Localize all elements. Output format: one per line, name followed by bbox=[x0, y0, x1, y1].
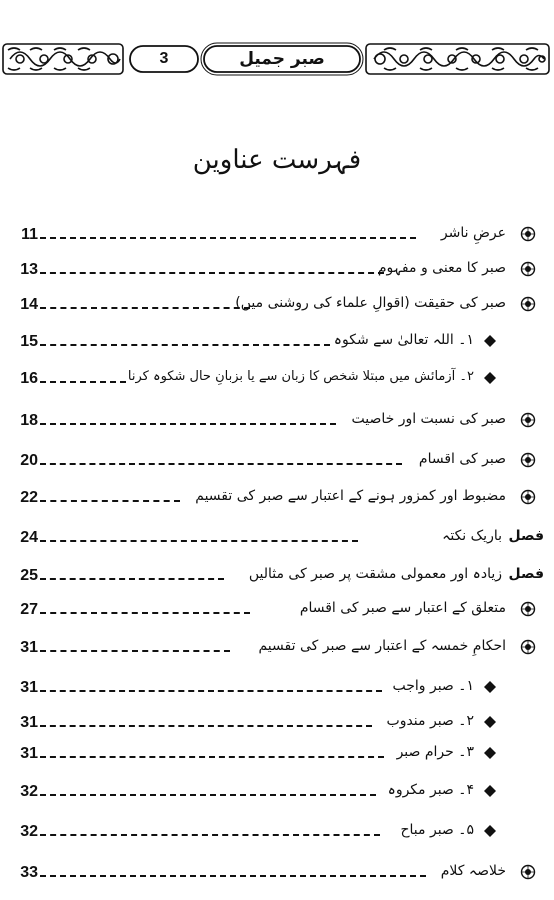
dotted-leader bbox=[40, 237, 416, 239]
toc-entry bbox=[0, 775, 554, 805]
toc-entry-title: ۱۔ اللہ تعالیٰ سے شکوہ bbox=[333, 332, 474, 348]
dotted-leader bbox=[40, 834, 380, 836]
toc-entry-title: ۲۔ صبر مندوب bbox=[386, 713, 474, 729]
toc-entry bbox=[0, 362, 554, 392]
toc-entry-title: صبر کی حقیقت (اقوالِ علماء کی روشنی میں) bbox=[235, 295, 506, 311]
toc-page-number: 33 bbox=[20, 864, 38, 881]
dotted-leader bbox=[40, 381, 126, 383]
toc-entry bbox=[0, 218, 554, 248]
toc-page-number: 31 bbox=[20, 714, 38, 731]
toc-page-number: 18 bbox=[20, 412, 38, 429]
toc-entry-title: صبر کا معنی و مفہوم bbox=[377, 260, 506, 276]
diamond-bullet-icon bbox=[482, 370, 498, 386]
section-label: فصل bbox=[508, 566, 544, 582]
toc-page-number: 24 bbox=[20, 529, 38, 546]
rosette-bullet-icon bbox=[520, 226, 536, 242]
toc-entry-title: ۵۔ صبر مباح bbox=[400, 822, 474, 838]
toc-entry-title: ۲۔ آزمائش میں مبتلا شخص کا زبان سے یا بزبانِ حال شکوہ کرنا bbox=[127, 369, 474, 384]
toc-page-number: 13 bbox=[20, 261, 38, 278]
toc-page-number: 14 bbox=[20, 296, 38, 313]
toc-page-number: 15 bbox=[20, 333, 38, 350]
dotted-leader bbox=[40, 794, 376, 796]
toc-page-number: 16 bbox=[20, 370, 38, 387]
toc-entry bbox=[0, 631, 554, 661]
dotted-leader bbox=[40, 423, 336, 425]
toc-entry-title: صبر کی نسبت اور خاصیت bbox=[351, 411, 506, 427]
diamond-bullet-icon bbox=[482, 823, 498, 839]
toc-entry bbox=[0, 521, 554, 551]
rosette-bullet-icon bbox=[520, 601, 536, 617]
rosette-bullet-icon bbox=[520, 412, 536, 428]
toc-entry-title: باریک نکتہ bbox=[442, 528, 502, 544]
toc-entry-title: احکامِ خمسہ کے اعتبار سے صبر کی تقسیم bbox=[258, 638, 506, 654]
rosette-bullet-icon bbox=[520, 452, 536, 468]
page-header bbox=[0, 0, 554, 80]
dotted-leader bbox=[40, 500, 180, 502]
toc-page-number: 31 bbox=[20, 679, 38, 696]
diamond-bullet-icon bbox=[482, 679, 498, 695]
toc-entry bbox=[0, 706, 554, 736]
toc-entry bbox=[0, 593, 554, 623]
toc-page-number: 27 bbox=[20, 601, 38, 618]
dotted-leader bbox=[40, 272, 384, 274]
toc-entry-title: مضبوط اور کمزور ہونے کے اعتبار سے صبر کی تقسیم bbox=[195, 488, 506, 504]
toc-entry-title: زیادہ اور معمولی مشقت پر صبر کی مثالیں bbox=[248, 566, 502, 582]
toc-entry-title: صبر کی اقسام bbox=[418, 451, 506, 467]
dotted-leader bbox=[40, 690, 382, 692]
toc-entry-title: ۳۔ حرام صبر bbox=[396, 744, 474, 760]
dotted-leader bbox=[40, 650, 230, 652]
dotted-leader bbox=[40, 463, 402, 465]
toc-page-number: 25 bbox=[20, 567, 38, 584]
section-label: فصل bbox=[508, 528, 544, 544]
toc-entry bbox=[0, 325, 554, 355]
dotted-leader bbox=[40, 344, 330, 346]
toc-entry bbox=[0, 481, 554, 511]
dotted-leader bbox=[40, 875, 426, 877]
toc-entry bbox=[0, 671, 554, 701]
toc-entry bbox=[0, 559, 554, 589]
dotted-leader bbox=[40, 307, 250, 309]
diamond-bullet-icon bbox=[482, 333, 498, 349]
diamond-bullet-icon bbox=[482, 714, 498, 730]
toc-entry-title: متعلق کے اعتبار سے صبر کی اقسام bbox=[299, 600, 506, 616]
rosette-bullet-icon bbox=[520, 261, 536, 277]
toc-page-number: 32 bbox=[20, 823, 38, 840]
dotted-leader bbox=[40, 756, 384, 758]
dotted-leader bbox=[40, 612, 250, 614]
toc-page-number: 32 bbox=[20, 783, 38, 800]
rosette-bullet-icon bbox=[520, 864, 536, 880]
rosette-bullet-icon bbox=[520, 296, 536, 312]
dotted-leader bbox=[40, 578, 224, 580]
dotted-leader bbox=[40, 725, 372, 727]
book-title: صبر جمیل bbox=[239, 49, 325, 69]
diamond-bullet-icon bbox=[482, 745, 498, 761]
toc-entry bbox=[0, 253, 554, 283]
toc-entry-title: عرضِ ناشر bbox=[440, 225, 506, 241]
dotted-leader bbox=[40, 540, 358, 542]
toc-entry bbox=[0, 404, 554, 434]
toc-entry bbox=[0, 815, 554, 845]
toc-page-number: 11 bbox=[21, 226, 38, 243]
toc-page-number: 31 bbox=[20, 639, 38, 656]
toc-entry-title: ۴۔ صبر مکروہ bbox=[387, 782, 474, 798]
toc-entry-title: ۱۔ صبر واجب bbox=[392, 678, 474, 694]
toc-entry bbox=[0, 737, 554, 767]
toc-entry bbox=[0, 288, 554, 318]
toc-title: فہرست عناوین bbox=[192, 145, 362, 175]
toc-entry-title: خلاصہ کلام bbox=[440, 863, 506, 879]
page-number: 3 bbox=[159, 50, 169, 67]
rosette-bullet-icon bbox=[520, 639, 536, 655]
toc-entry bbox=[0, 444, 554, 474]
diamond-bullet-icon bbox=[482, 783, 498, 799]
toc-page-number: 20 bbox=[20, 452, 38, 469]
toc-page-number: 22 bbox=[20, 489, 38, 506]
rosette-bullet-icon bbox=[520, 489, 536, 505]
toc-entry bbox=[0, 856, 554, 886]
toc-page-number: 31 bbox=[20, 745, 38, 762]
